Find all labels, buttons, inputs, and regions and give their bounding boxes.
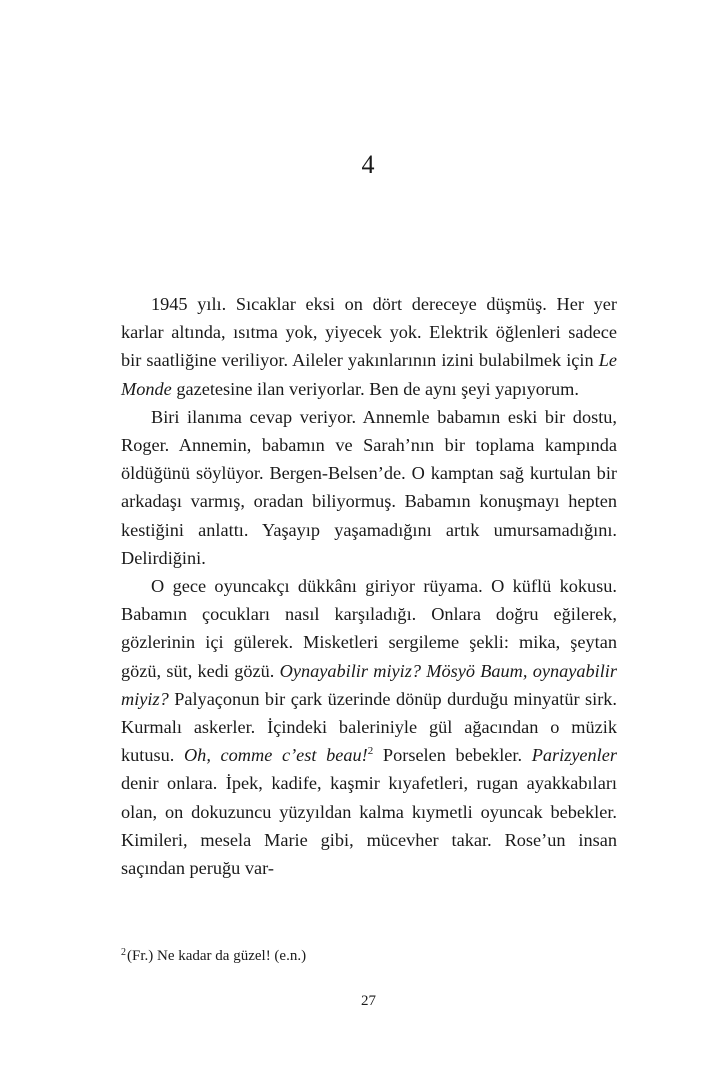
- paragraph: [121, 403, 617, 572]
- text-segment: O gece oyuncakçı dükkânı giriyor rüyama. O küflü kokusu. Babamın çocukları nasıl karşıladığı. Onlara doğru eğilerek, gözlerinin içi gülerek. Misketleri sergileme şekli: mika, şeytan gözü, süt, kedi gözü.: [121, 576, 617, 681]
- italic-text: Le Monde: [121, 350, 617, 399]
- chapter-number: 4: [361, 150, 376, 179]
- footnote-reference: 2: [367, 745, 374, 758]
- text-segment: Porselen bebekler.: [373, 745, 532, 766]
- text-segment: Biri ilanıma cevap veriyor. Annemle babamın eski bir dostu, Roger. Annemin, babamın ve Sarah’nın bir toplama kampında öldüğünü söylüyor. Bergen-Belsen’de. O kamptan sağ kurtulan bir arkadaşı varmış, oradan biliyormuş. Babamın konuşmayı hepten kestiğini anlattı. Yaşayıp yaşamadığını artık umursamadığını. Delirdiğini.: [121, 406, 617, 568]
- footnote: [121, 942, 306, 967]
- text-segment: 1945 yılı. Sıcaklar eksi on dört dereceye düşmüş. Her yer karlar altında, ısıtma yok, yiyecek yok. Elektrik öğlenleri sadece bir saatliğine veriliyor. Aileler yakınlarının izini bulabilmek için: [121, 294, 617, 371]
- text-segment: denir onlara. İpek, kadife, kaşmir kıyafetleri, rugan ayakkabıları olan, on dokuzuncu yüzyıldan kalma kıymetli oyuncak bebekler. Kimileri, mesela Marie gibi, mücevher takar. Rose’un insan saçından peruğu var-: [121, 773, 617, 879]
- text-segment: gazetesine ilan veriyorlar. Ben de aynı şeyi yapıyorum.: [171, 378, 579, 399]
- text-segment: Palyaçonun bir çark üzerinde dönüp durduğu minyatür sirk. Kurmalı askerler. İçindeki baleriniyle gül ağacından o müzik kutusu.: [121, 688, 617, 766]
- italic-text: Oynayabilir miyiz? Mösyö Baum, oynayabilir miyiz?: [121, 660, 617, 709]
- paragraph: [121, 290, 617, 403]
- footnote-marker: 2: [121, 947, 126, 958]
- footnote-text: (Fr.) Ne kadar da güzel! (e.n.): [127, 948, 307, 964]
- paragraph: [121, 572, 617, 882]
- page-number: 27: [361, 993, 376, 1009]
- italic-text: Oh, comme c’est beau!: [183, 745, 368, 766]
- body-text: [121, 290, 617, 882]
- italic-text: Parizyenler: [531, 745, 617, 766]
